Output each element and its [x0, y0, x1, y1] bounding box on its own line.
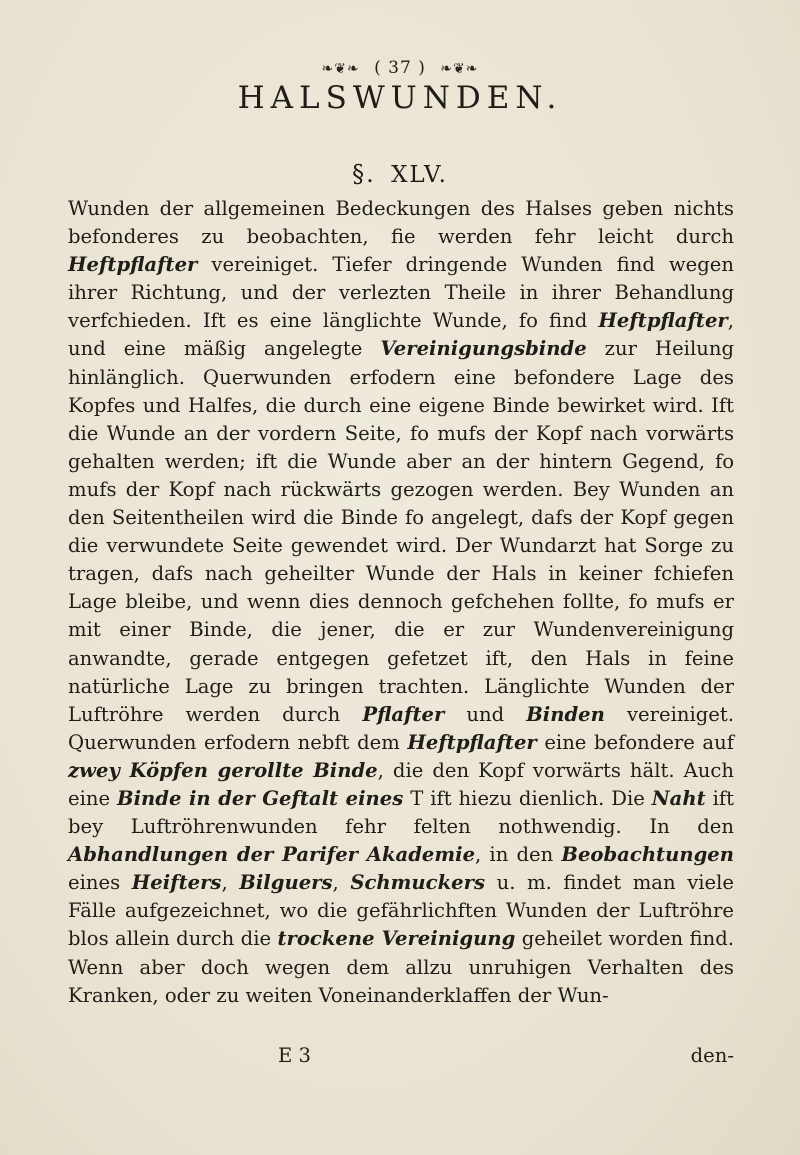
italic-term: Vereinigungsbinde	[380, 337, 587, 361]
text-run: zur Heilung hinlänglich. Querwunden erfodern eine befondere Lage des Kopfes und Halfes, die durch eine eigene Binde bewirket wird. Ift die Wunde an der vordern Seite, fo mufs der Kopf nach vorwärts gehalten werden; ift die Wunde aber an der hintern Gegend, fo mufs der Kopf nach rückwärts gezogen werden. Bey Wunden an den Seitentheilen wird die Binde fo angelegt, dafs der Kopf gegen die verwundete Seite gewendet wird. Der Wundarzt hat Sorge zu tragen, dafs nach geheilter Wunde der Hals in keiner fchiefen Lage bleibe, und wenn dies dennoch gefchehen follte, fo mufs er mit einer Binde, die jener, die er zur Wundenvereinigung anwandte, gerade entgegen gefetzet ift, den Hals in feine natürliche Lage zu bringen trachten. Länglichte Wunden der Luftröhre werden durch	[68, 337, 735, 726]
italic-term: Binde in der Geftalt eines	[117, 786, 404, 810]
body-text	[68, 195, 734, 1010]
text-run: u. m. findet man viele Fälle aufgezeichnet, wo die gefährlichften Wunden der Luftröhre blos allein durch die	[68, 871, 734, 951]
italic-term: zwey Köpfen gerollte Binde	[68, 758, 378, 782]
italic-term: Pflafter	[362, 702, 445, 726]
ornament-left: ❧❦❧	[321, 61, 360, 77]
paragraph	[68, 195, 734, 1010]
section-number: XLV.	[391, 162, 448, 188]
signature-mark: E 3	[278, 1044, 311, 1067]
italic-term: Heftpflafter	[407, 730, 537, 754]
section-mark: §.	[352, 160, 376, 188]
italic-term: trockene Vereinigung	[277, 927, 516, 951]
page-number: ( 37 )	[374, 58, 426, 78]
italic-term: Heftpflafter	[598, 309, 728, 333]
catchword: den-	[690, 1044, 734, 1067]
text-run: Wunden der allgemeinen Bedeckungen des Halses geben nichts befonderes zu beobachten, fie werden fehr leicht durch	[68, 197, 734, 249]
italic-term: Bilguers	[239, 871, 333, 895]
text-run: , in den	[475, 843, 562, 867]
text-run: eines	[68, 871, 132, 895]
text-run: ift bey Luftröhrenwunden fehr felten nothwendig. In den	[68, 786, 735, 839]
text-run: T ift hiezu dienlich. Die	[403, 786, 652, 810]
italic-term: Schmuckers	[350, 871, 485, 895]
italic-term: Abhandlungen der Parifer Akademie	[68, 843, 476, 867]
italic-term: Beobachtungen	[561, 843, 735, 867]
italic-term: Naht	[651, 786, 706, 810]
page-title: HALSWUNDEN.	[237, 80, 563, 116]
section-heading	[0, 160, 800, 188]
page-footer	[68, 1044, 734, 1074]
text-run: , die den Kopf vorwärts hält. Auch eine	[68, 758, 734, 810]
text-run: vereiniget. Tiefer dringende Wunden find wegen ihrer Richtung, und der verlezten Theile in ihrer Behandlung verfchieden. Ift es eine länglichte Wunde, fo find	[68, 253, 734, 333]
text-run: ,	[221, 871, 240, 895]
italic-term: Heftpflafter	[68, 253, 198, 277]
text-run: geheilet worden find. Wenn aber doch wegen dem allzu unruhigen Verhalten des Kranken, oder zu weiten Voneinanderklaffen der Wun-	[68, 927, 734, 1007]
italic-term: Heifters	[131, 871, 222, 895]
page-header	[0, 58, 800, 78]
ornament-right: ❧❦❧	[440, 61, 479, 77]
italic-term: Binden	[526, 702, 605, 726]
text-run: , und eine mäßig angelegte	[68, 309, 734, 361]
text-run: vereiniget. Querwunden erfodern nebft dem	[68, 702, 734, 754]
text-run: eine befondere auf	[536, 730, 734, 754]
text-run: und	[444, 702, 527, 726]
text-run: ,	[332, 871, 351, 895]
